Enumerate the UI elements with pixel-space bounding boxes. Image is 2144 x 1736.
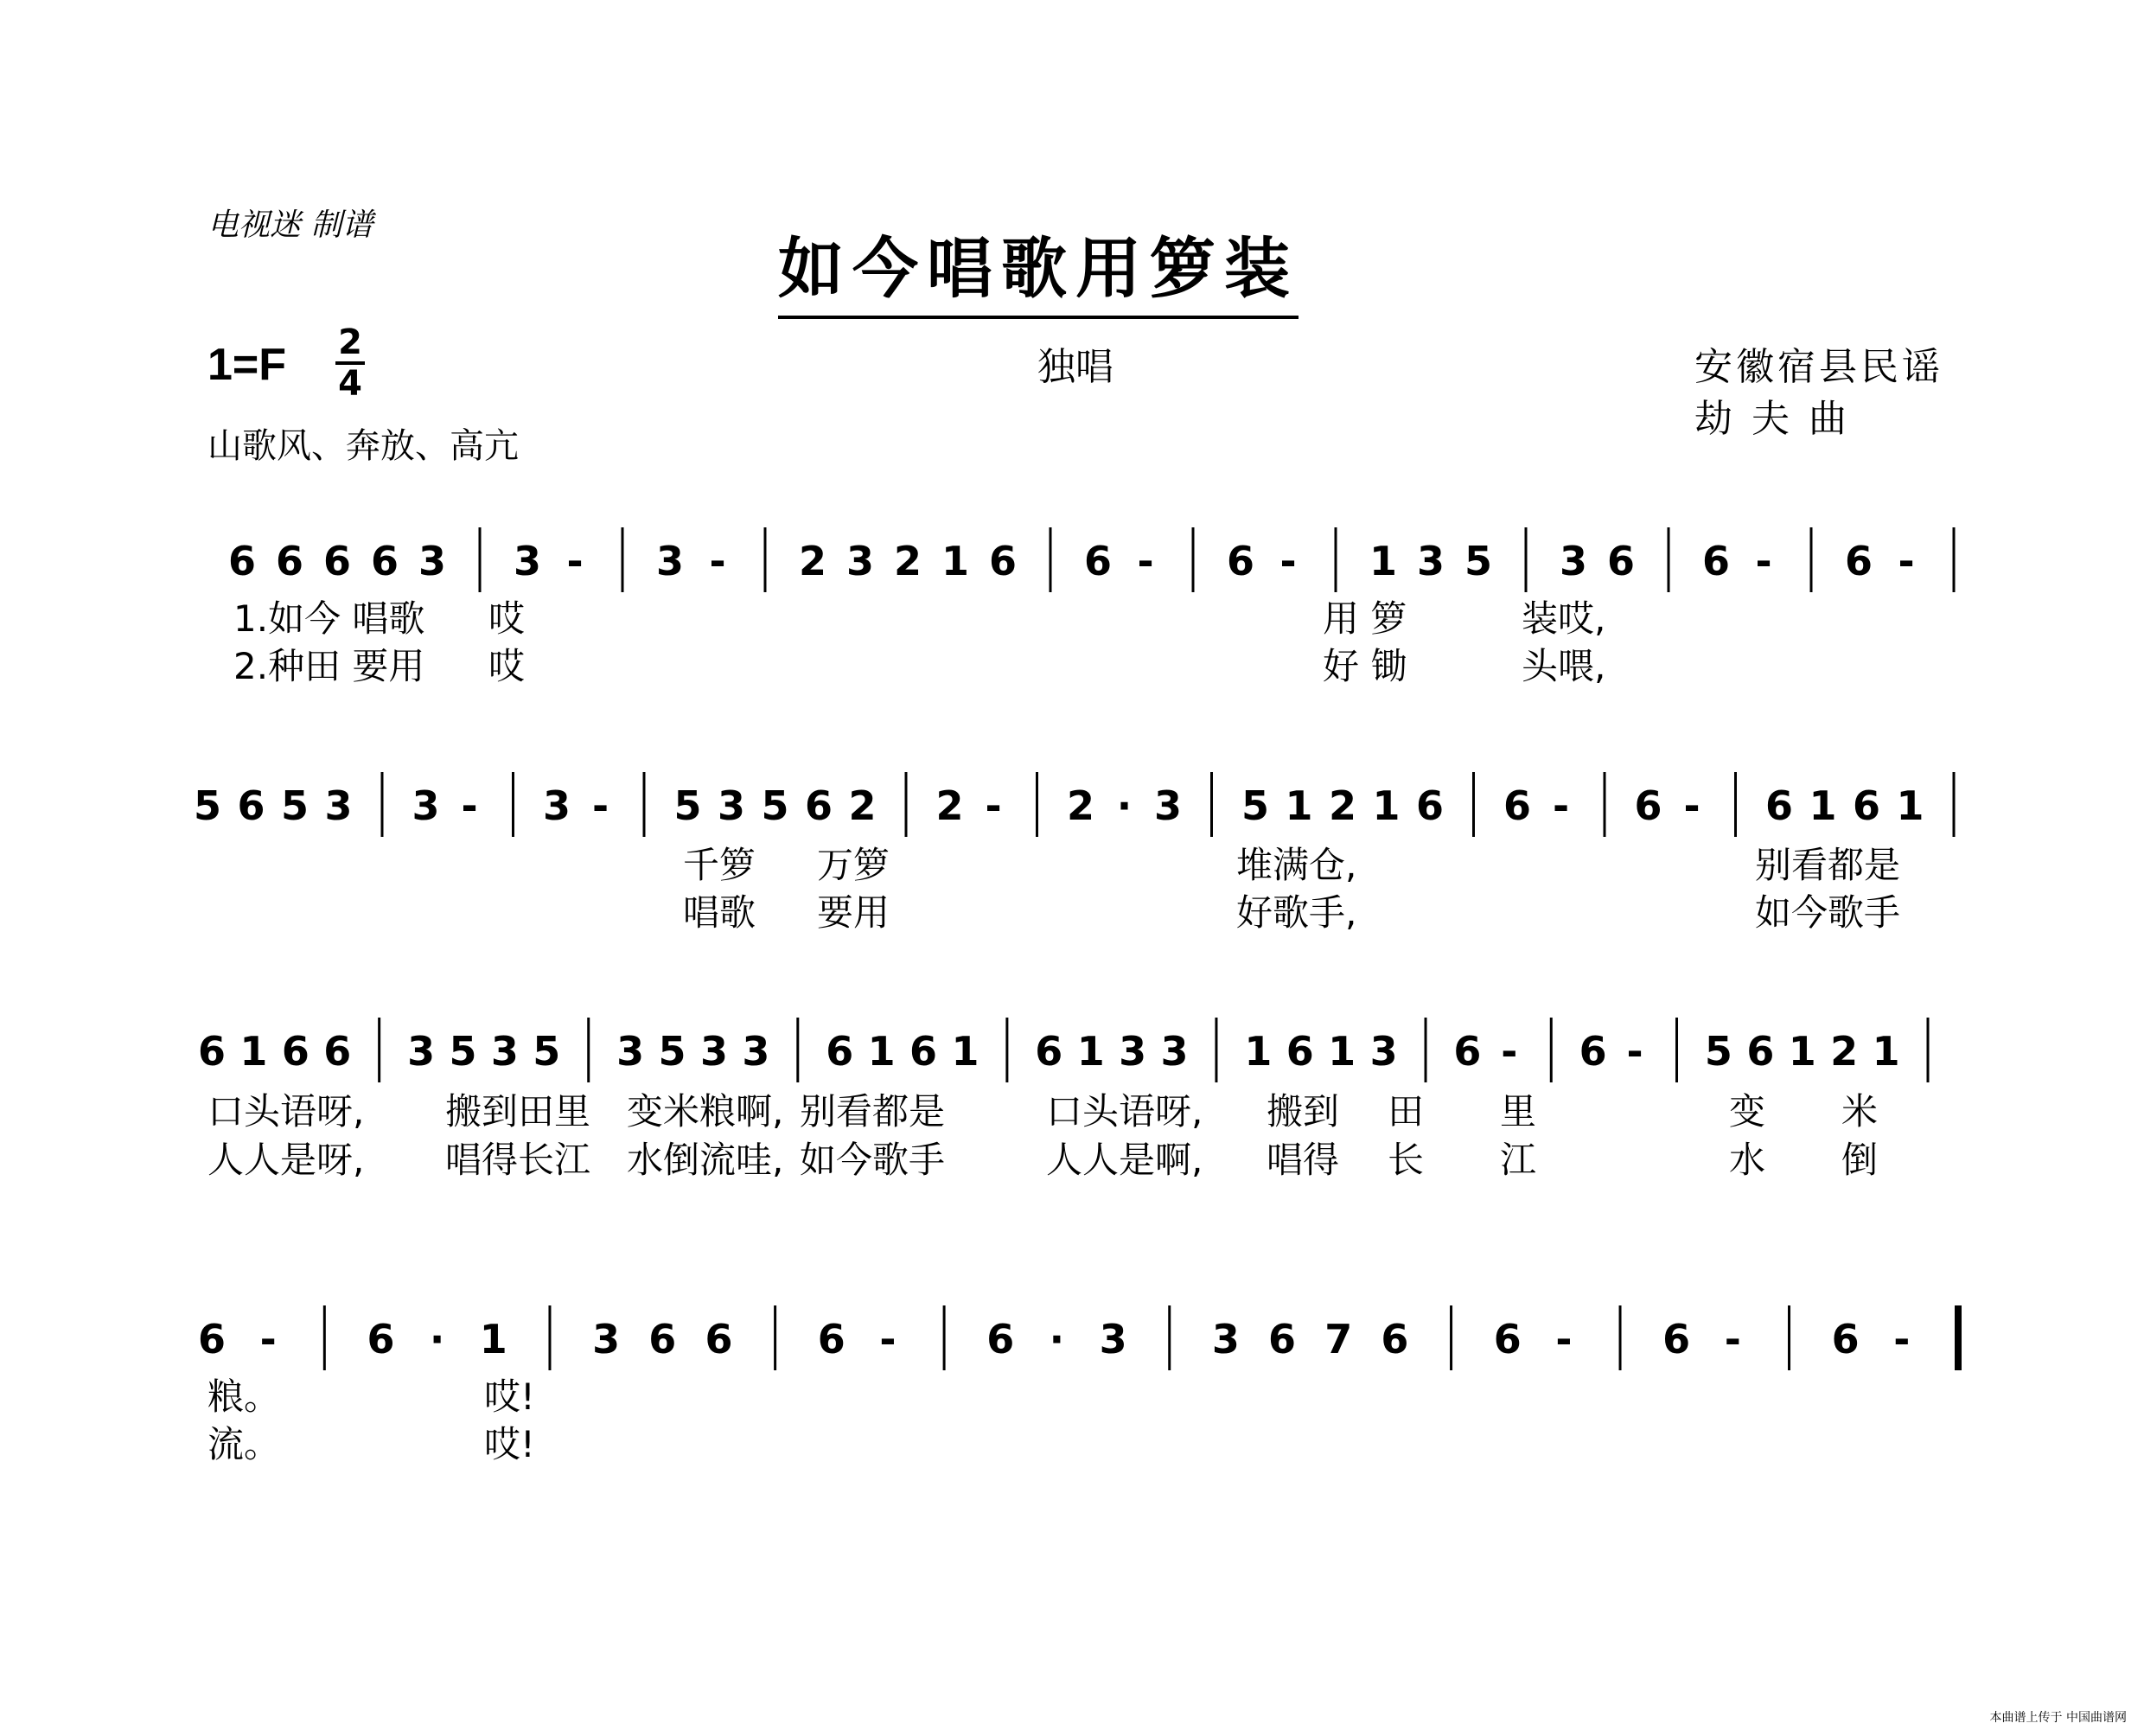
note: 3 [542, 782, 571, 829]
note: 6 [986, 1316, 1015, 1363]
note: 6 [281, 1028, 309, 1075]
note: 6 [1844, 538, 1873, 584]
note: - [1552, 782, 1570, 829]
lyric-verse-1: 别看都是 [800, 1090, 946, 1133]
note: 6 [1701, 538, 1731, 584]
lyric-verse-2: 唱得 [1267, 1139, 1340, 1181]
note: 6 [1634, 782, 1662, 829]
note: 6 [1606, 538, 1636, 584]
note: 3 [1153, 782, 1183, 829]
lyric-verse-1: 里 [1500, 1090, 1537, 1133]
note: 6 [227, 538, 257, 584]
lyric-verse-1: 千箩 [683, 844, 756, 886]
note: - [591, 782, 609, 829]
note: 3 [1211, 1316, 1240, 1363]
lyric-verse-2: 如今歌手 [1755, 891, 1901, 934]
lyric-verse-1: 装哎, [1522, 597, 1606, 640]
lyric-verse-1: 哎 [488, 597, 526, 640]
lyric-verse-1: 口头语呀, [207, 1090, 365, 1133]
note: 6 [1852, 782, 1881, 829]
note: - [985, 782, 1002, 829]
note: 2 [848, 782, 877, 829]
note: 6 [1831, 1316, 1860, 1363]
note: 3 [616, 1028, 645, 1075]
note: 1 [1285, 782, 1313, 829]
lyric-verse-1: 变 [1729, 1090, 1766, 1133]
note: - [1501, 1028, 1518, 1075]
note: - [259, 1316, 277, 1363]
lyric-verse-2: 好 锄 [1323, 645, 1407, 687]
lyric-verse-2: 水 [1729, 1139, 1766, 1181]
lyric-verse-2: 唱歌 [683, 891, 756, 934]
note: 6 [1083, 538, 1113, 584]
note: 6 [648, 1316, 677, 1363]
note: 5 [1241, 782, 1270, 829]
note: 6 [275, 538, 304, 584]
note: 3 [1416, 538, 1445, 584]
performance-type: 独唱 [1037, 345, 1113, 389]
lyric-verse-2: 人人是呀, [207, 1139, 365, 1181]
note: - [1137, 538, 1154, 584]
note: 6 [1268, 1316, 1297, 1363]
note: 1 [479, 1316, 507, 1363]
lyric-verse-1: 变米粮啊, [627, 1090, 784, 1133]
upload-stamp: 本曲谱上传于 中国曲谱网 [1989, 1711, 2127, 1725]
note: 3 [1099, 1316, 1127, 1363]
lyric-verse-1: 搬到 [1267, 1090, 1340, 1133]
note: · [1049, 1316, 1065, 1363]
note: 2 [1830, 1028, 1859, 1075]
lyric-verse-2: 要用 [817, 891, 890, 934]
note: 6 [988, 538, 1018, 584]
note: - [1683, 782, 1701, 829]
note: 3 [655, 538, 685, 584]
lyric-verse-2: 如今歌手 [800, 1139, 946, 1181]
note: 7 [1324, 1316, 1353, 1363]
lyric-verse-2: 水倒流哇, [627, 1139, 784, 1181]
note: 6 [370, 538, 399, 584]
note: 3 [1369, 1028, 1398, 1075]
lyric-verse-2: 哎! [484, 1423, 535, 1465]
note: - [1755, 538, 1772, 584]
lyric-verse-1: 别看都是 [1755, 844, 1901, 886]
lyric-verse-2: 流。 [207, 1423, 281, 1465]
lyric-verse-1: 1.如今 唱歌 [233, 597, 425, 640]
lyric-verse-1: 米 [1841, 1090, 1879, 1133]
lyric-verse-1: 用 箩 [1323, 597, 1407, 640]
note: 6 [1746, 1028, 1775, 1075]
arranger-credit: 电视迷 制谱 [207, 207, 373, 243]
note: 5 [533, 1028, 561, 1075]
note: 6 [1286, 1028, 1314, 1075]
note: 6 [1662, 1316, 1691, 1363]
note: 1 [1328, 1028, 1356, 1075]
time-denominator: 4 [338, 364, 362, 404]
lyric-verse-2: 倒 [1841, 1139, 1879, 1181]
note: - [879, 1316, 897, 1363]
note: 6 [197, 1028, 227, 1075]
note: - [709, 538, 726, 584]
note: 1 [1896, 782, 1924, 829]
note: 1 [239, 1028, 268, 1075]
note: 3 [1119, 1028, 1147, 1075]
note: 3 [1160, 1028, 1189, 1075]
note: 6 [323, 1028, 352, 1075]
key-signature: 1=F [207, 340, 287, 390]
lyric-verse-1: 田 [1388, 1090, 1425, 1133]
note: 3 [845, 538, 875, 584]
song-origin: 安徽宿县民谣 [1694, 345, 1943, 389]
note: 5 [673, 782, 702, 829]
note: 1 [1809, 782, 1837, 829]
lyric-verse-1: 堆满仓, [1236, 844, 1357, 886]
note: · [1116, 782, 1133, 829]
note: 6 [1453, 1028, 1482, 1075]
note: 5 [1704, 1028, 1732, 1075]
lyric-verse-1: 粮。 [207, 1375, 281, 1418]
note: 5 [449, 1028, 477, 1075]
note: 3 [490, 1028, 519, 1075]
note: 5 [1464, 538, 1493, 584]
note: - [461, 782, 478, 829]
note: 3 [407, 1028, 436, 1075]
note: - [566, 538, 584, 584]
note: 1 [1076, 1028, 1105, 1075]
note: 6 [1493, 1316, 1522, 1363]
lyric-verse-2: 长 [1388, 1139, 1425, 1181]
lyric-verse-1: 哎! [484, 1375, 535, 1418]
note: 6 [197, 1316, 227, 1363]
note: 6 [322, 538, 352, 584]
note: - [1279, 538, 1297, 584]
tempo-marking: 山歌风、奔放、高亢 [207, 426, 519, 466]
lyric-verse-2: 唱得长江 [445, 1139, 591, 1181]
note: 2 [798, 538, 827, 584]
note: 3 [742, 1028, 770, 1075]
lyric-verse-2: 好歌手, [1236, 891, 1357, 934]
note: 2 [1328, 782, 1357, 829]
note: 3 [513, 538, 542, 584]
note: 1 [1372, 782, 1401, 829]
note: 6 [909, 1028, 938, 1075]
note: 1 [1369, 538, 1398, 584]
note: 6 [1226, 538, 1255, 584]
note: 6 [367, 1316, 395, 1363]
note: 3 [412, 782, 440, 829]
note: - [1724, 1316, 1741, 1363]
time-numerator: 2 [338, 322, 362, 362]
note: - [1555, 1316, 1573, 1363]
note: 2 [893, 538, 922, 584]
note: 1 [951, 1028, 979, 1075]
note: 1 [867, 1028, 896, 1075]
lyric-verse-2: 2.种田 要用 [233, 645, 425, 687]
note: 6 [237, 782, 265, 829]
note: 3 [717, 782, 746, 829]
note: 5 [761, 782, 789, 829]
note: 6 [804, 782, 833, 829]
note: 3 [1559, 538, 1588, 584]
note: 1 [941, 538, 970, 584]
composer-credit: 劫 夫 曲 [1694, 397, 1850, 441]
lyric-verse-2: 江 [1500, 1139, 1537, 1181]
note: · [429, 1316, 445, 1363]
note: 6 [1415, 782, 1445, 829]
note: 3 [418, 538, 447, 584]
note: 6 [1381, 1316, 1409, 1363]
note: 6 [1035, 1028, 1063, 1075]
lyric-verse-2: 哎 [488, 645, 526, 687]
note: 1 [1244, 1028, 1273, 1075]
note: 6 [817, 1316, 845, 1363]
note: 3 [324, 782, 353, 829]
page-title: 如今唱歌用箩装 [778, 216, 1299, 319]
lyric-verse-2: 人人是啊, [1046, 1139, 1203, 1181]
note: 2 [1066, 782, 1095, 829]
lyric-verse-2: 头喂, [1522, 645, 1606, 687]
note: 6 [1764, 782, 1794, 829]
note: 6 [1503, 782, 1532, 829]
note: 6 [1579, 1028, 1607, 1075]
note: 5 [280, 782, 309, 829]
note: - [1626, 1028, 1643, 1075]
note: - [1898, 538, 1915, 584]
lyric-verse-1: 万箩 [817, 844, 890, 886]
note: 1 [1872, 1028, 1900, 1075]
note: 5 [658, 1028, 686, 1075]
note: 6 [826, 1028, 854, 1075]
note: 1 [1788, 1028, 1816, 1075]
note: 3 [699, 1028, 728, 1075]
lyric-verse-1: 口头语呀, [1046, 1090, 1203, 1133]
note: 6 [705, 1316, 733, 1363]
lyric-verse-1: 搬到田里 [445, 1090, 591, 1133]
note: 5 [193, 782, 222, 829]
note: - [1893, 1316, 1911, 1363]
note: 3 [592, 1316, 621, 1363]
note: 2 [935, 782, 964, 829]
